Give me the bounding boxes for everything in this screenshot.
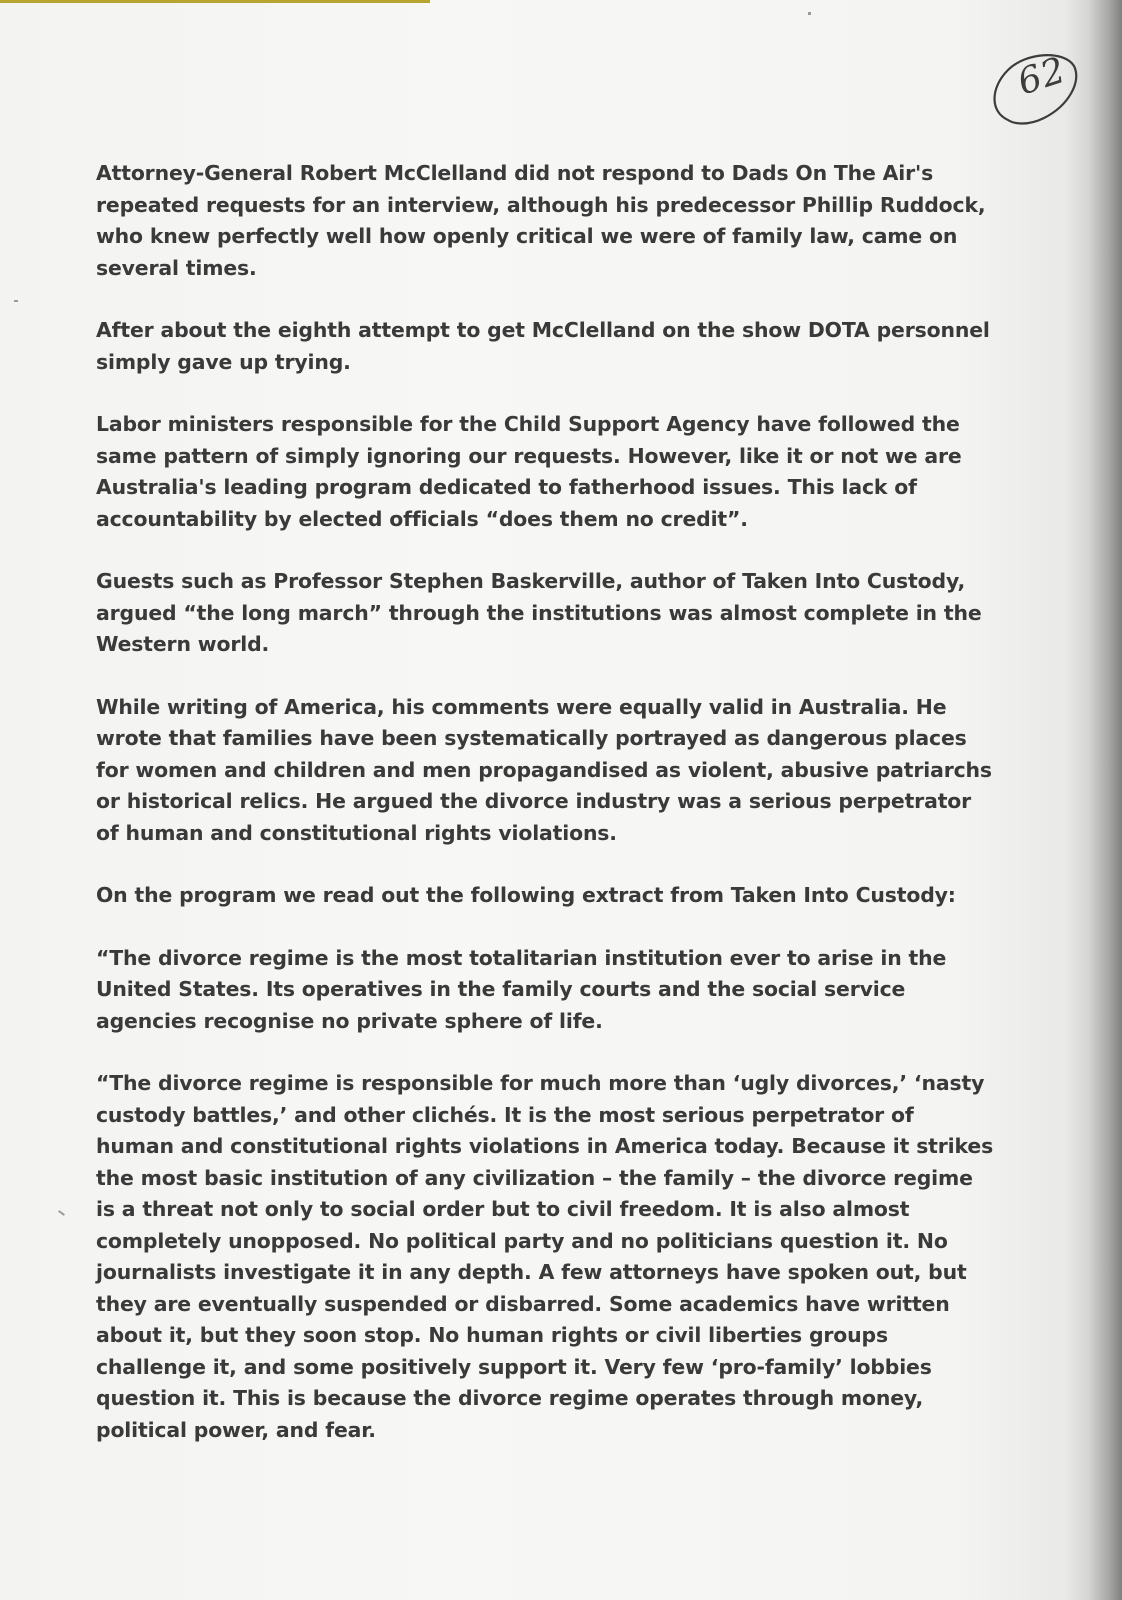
paragraph: While writing of America, his comments were equally valid in Australia. He wrote that families have been systematically portrayed as dangerous places for women and children and men propagandised as violent, abusive patriarchs or historical relics. He argued the divorce industry was a serious perpetrator of human and constitutional rights violations.: [96, 694, 992, 845]
stray-mark: [58, 1210, 65, 1216]
paragraph: After about the eighth attempt to get McClelland on the show DOTA personnel simply gave up trying.: [96, 318, 990, 374]
document-body: [96, 158, 996, 1477]
page-number: 62: [1012, 49, 1071, 104]
yellow-paper-edge: [0, 0, 430, 3]
scan-edge-shadow: [1088, 0, 1122, 1600]
paragraph: Labor ministers responsible for the Child Support Agency have followed the same pattern of simply ignoring our requests. However, like it or not we are Australia's leading program dedicated to fatherhood issues. This lack of accountability by elected officials “does them no credit”.: [96, 412, 962, 531]
quote-paragraph: “The divorce regime is the most totalitarian institution ever to arise in the United States. Its operatives in the family courts and the social service agencies recognise no private sphere of life.: [96, 945, 947, 1033]
stray-mark: [808, 12, 811, 15]
stray-mark: [14, 300, 18, 302]
paragraph: Guests such as Professor Stephen Baskerville, author of Taken Into Custody, argued “the long march” through the institutions was almost complete in the Western world.: [96, 569, 982, 656]
quote-paragraph: “The divorce regime is responsible for much more than ‘ugly divorces,’ ‘nasty custody battles,’ and other clichés. It is the most serious perpetrator of human and constitutional rights violations in America today. Because it strikes the most basic institution of any civilization – the family – the divorce regime is a threat not only to social order but to civil freedom. It is also almost completely unopposed. No political party and no politicians question it. No journalists investigate it in any depth. A few attorneys have spoken out, but they are eventually suspended or disbarred. Some academics have written about it, but they soon stop. No human rights or civil liberties groups challenge it, and some positively support it. Very few ‘pro-family’ lobbies question it. This is because the divorce regime operates through money, political power, and fear.: [96, 1071, 994, 1442]
paragraph: On the program we read out the following extract from Taken Into Custody:: [96, 883, 956, 907]
paragraph: Attorney-General Robert McClelland did not respond to Dads On The Air's repeated requests for an interview, although his predecessor Phillip Ruddock, who knew perfectly well how openly critical we were of family law, came on several times.: [96, 161, 986, 280]
